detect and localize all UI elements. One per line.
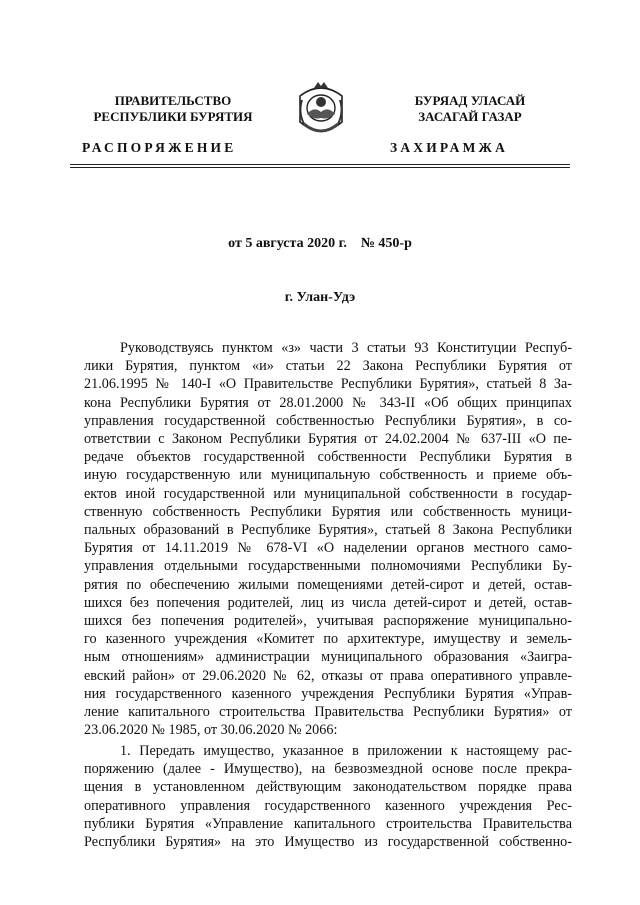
text-line: евский район» от 29.06.2020 № 62, отказы от права оперативного управле-	[84, 667, 572, 684]
text-line: ственную собственность Республики Бурятия или собственность муници-	[84, 503, 572, 520]
text-line: управления отдельными государственными полномочиями Республики Бу-	[84, 558, 572, 575]
government-name-line1: ПРАВИТЕЛЬСТВО	[114, 93, 232, 108]
text-line: ление капитального строительства Правительства Республики Бурятия» от	[84, 704, 572, 721]
text-line: рятия по обеспечению жилыми помещениями детей-сирот и детей, остав-	[84, 576, 572, 593]
text-line: Руководствуясь пунктом «з» части 3 статьи 93 Конституции Респуб-	[120, 340, 572, 356]
document-type-buryat: ЗАХИРАМЖА	[390, 140, 509, 155]
document-type-russian: РАСПОРЯЖЕНИЕ	[82, 140, 237, 155]
text-line: 23.06.2020 № 1985, от 30.06.2020 № 2066:	[84, 722, 338, 739]
text-line: кона Республики Бурятия от 28.01.2000 № 343-II «Об общих принципах	[84, 394, 572, 411]
text-line: 1. Передать имущество, указанное в приложении к настоящему рас-	[120, 743, 572, 759]
text-line: 21.06.1995 № 140-I «О Правительстве Республики Бурятия», статьей 8 За-	[84, 376, 572, 393]
header-divider-top	[70, 164, 570, 165]
government-name-russian	[48, 93, 298, 125]
text-line: щения в установленном действующим законодательством порядке права	[84, 779, 572, 796]
text-line: лики Бурятия, пунктом «и» статьи 22 Закона Республики Бурятия от	[84, 358, 572, 375]
text-line: редаче объектов государственной собственности Республики Бурятия в	[84, 449, 572, 466]
government-name-buryat-line2: ЗАСАГАЙ ГАЗАР	[418, 109, 522, 124]
text-line: Республики Бурятия» на это Имущество из государственной собственно-	[84, 834, 572, 851]
government-name-line2: РЕСПУБЛИКИ БУРЯТИЯ	[93, 109, 253, 124]
text-line: публики Бурятия «Управление капитального строительства Правительства	[84, 815, 572, 832]
text-line: иную государственную или муниципальную собственность и приеме объ-	[84, 467, 572, 484]
text-line: шихся без попечения родителей, лиц из числа детей-сирот и детей, остав-	[84, 594, 572, 611]
government-name-buryat	[375, 93, 565, 125]
text-line: оперативного управления государственного казенного учреждения Рес-	[84, 797, 572, 814]
text-line: управления государственной собственностью Республики Бурятия», в со-	[84, 412, 572, 429]
text-line: ным отношениям» администрации муниципального образования «Заигра-	[84, 649, 572, 666]
preamble-paragraph	[84, 339, 572, 739]
text-line: ектов иной государственной или муниципальной собственности в государ-	[84, 485, 572, 502]
text-line: го казенного учреждения «Комитет по архитектуре, имуществу и земель-	[84, 631, 572, 648]
header-divider-bottom	[70, 167, 570, 168]
coat-of-arms-icon	[292, 78, 350, 142]
clause-1-paragraph	[84, 742, 572, 851]
government-name-buryat-line1: БУРЯАД УЛАСАЙ	[414, 93, 526, 108]
document-date-number: от 5 августа 2020 г. № 450-р	[228, 236, 412, 251]
text-line: шихся без попечения родителей», учитывая распоряжение муниципально-	[84, 613, 572, 630]
document-place: г. Улан-Удэ	[284, 290, 356, 305]
text-line: ния государственного казенного учреждения Республики Бурятия «Управ-	[84, 685, 572, 702]
text-line: поряжению (далее - Имущество), на безвозмездной основе после прекра-	[84, 761, 572, 778]
text-line: пальных образований в Республике Бурятия», статьей 8 Закона Республики	[84, 522, 572, 539]
text-line: Бурятия от 14.11.2019 № 678-VI «О наделении органов местного само-	[84, 540, 572, 557]
text-line: ответствии с Законом Республики Бурятия от 24.02.2004 № 637-III «О пе-	[84, 431, 572, 448]
